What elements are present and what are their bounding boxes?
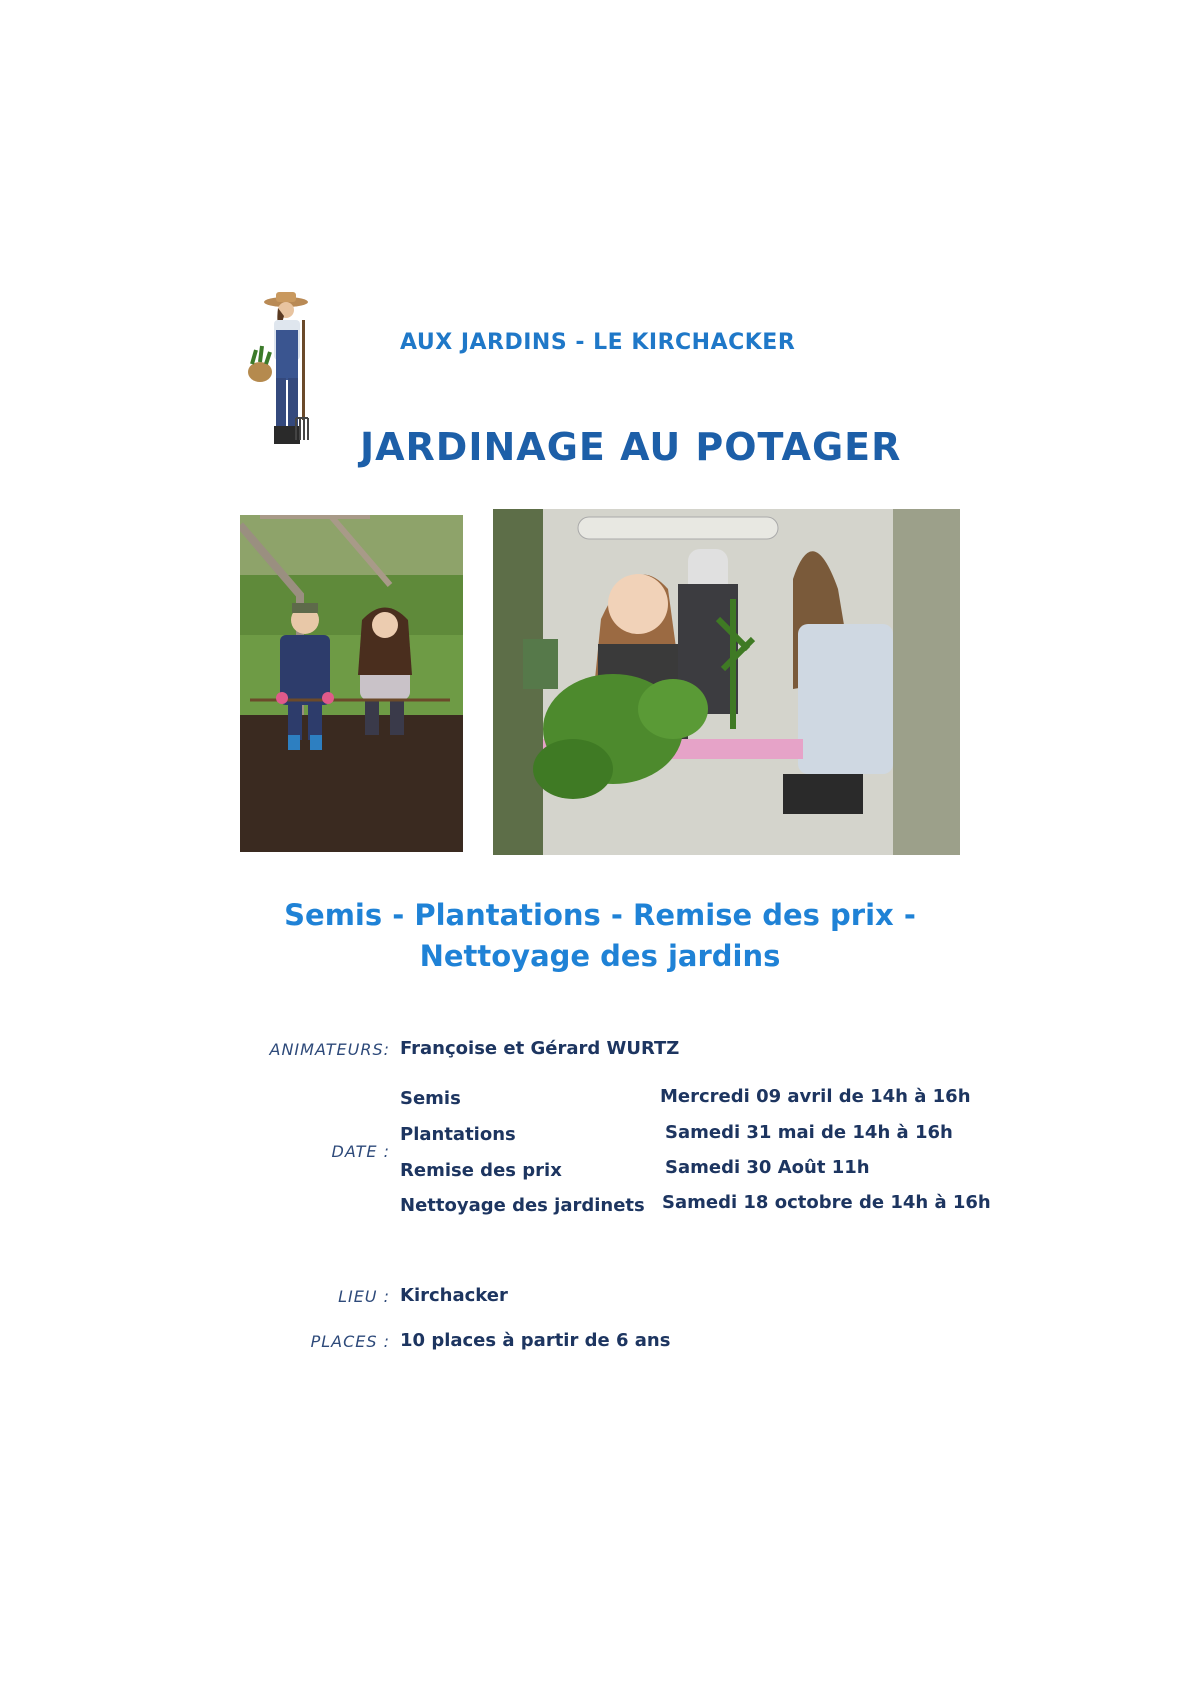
schedule-when: Mercredi 09 avril de 14h à 16h [660,1086,971,1107]
animateurs-label: ANIMATEURS: [269,1040,390,1059]
activities-list [150,895,1050,977]
gardener-illustration [238,290,328,450]
schedule-activity: Nettoyage des jardinets [400,1195,645,1216]
page-title: JARDINAGE AU POTAGER [360,425,902,469]
photo-greenhouse-plants [493,509,960,855]
activities-line-2: Nettoyage des jardins [419,939,781,973]
schedule-activity: Plantations [400,1124,516,1145]
places-label: PLACES : [310,1332,390,1351]
schedule-when: Samedi 31 mai de 14h à 16h [665,1122,953,1143]
animateurs-value: Françoise et Gérard WURTZ [400,1038,680,1059]
places-value: 10 places à partir de 6 ans [400,1330,671,1351]
schedule-activity: Remise des prix [400,1160,562,1181]
photo-children-digging [240,515,463,852]
activities-line-1: Semis - Plantations - Remise des prix - [284,898,916,932]
schedule-when: Samedi 30 Août 11h [665,1157,870,1178]
schedule-activity: Semis [400,1088,461,1109]
date-label: DATE : [331,1142,390,1161]
schedule-when: Samedi 18 octobre de 14h à 16h [662,1192,991,1213]
organization-subtitle: AUX JARDINS - LE KIRCHACKER [400,330,796,355]
lieu-label: LIEU : [338,1287,390,1306]
lieu-value: Kirchacker [400,1285,508,1306]
